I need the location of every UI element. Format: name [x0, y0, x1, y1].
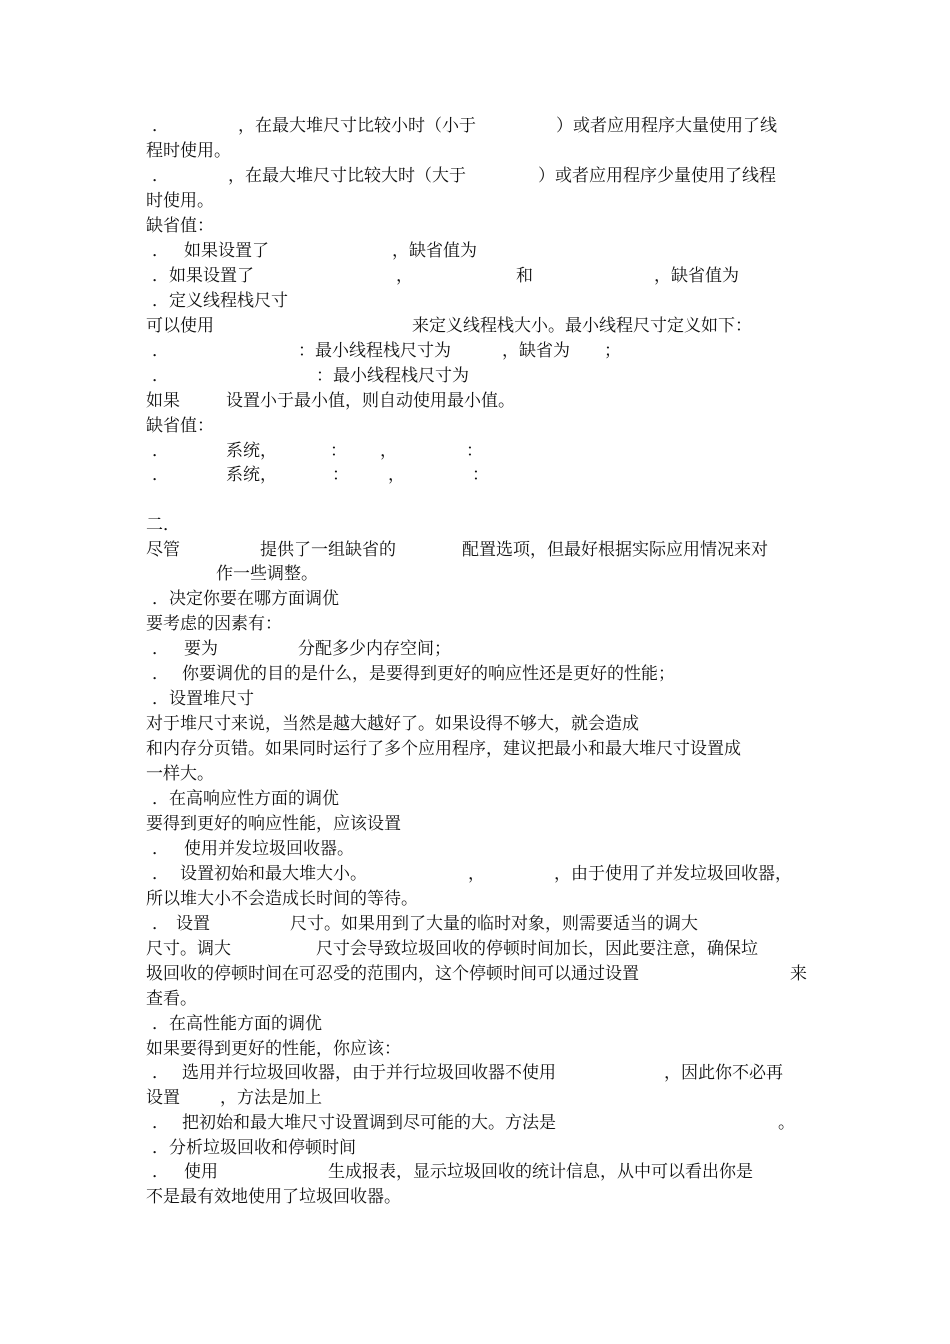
text-segment: 来 — [790, 964, 807, 984]
text-line — [146, 612, 816, 636]
text-segment: 二． — [146, 515, 180, 535]
text-segment: ， — [388, 465, 405, 485]
text-line — [146, 687, 816, 711]
text-line — [146, 389, 816, 413]
text-line — [146, 538, 816, 562]
text-segment: ）或者应用程序大量使用了线 — [556, 116, 777, 136]
text-segment: ： — [330, 441, 347, 461]
text-segment: ．决定你要在哪方面调优 — [152, 589, 339, 609]
text-segment: ． — [152, 465, 169, 485]
text-line — [146, 139, 816, 163]
text-segment: 系统， — [226, 441, 277, 461]
text-segment: ，在最大堆尺寸比较大时（大于 — [228, 166, 466, 186]
text-segment: ． — [152, 914, 169, 934]
text-segment: ． — [152, 839, 169, 859]
text-line — [146, 637, 816, 661]
text-segment: 生成报表，显示垃圾回收的统计信息，从中可以看出你是 — [328, 1162, 753, 1182]
text-line — [146, 1136, 816, 1160]
text-segment: 配置选项，但最好根据实际应用情况来对 — [462, 540, 768, 560]
text-segment: ， — [468, 864, 485, 884]
text-segment: ，缺省值为 — [654, 266, 739, 286]
text-segment: ． — [152, 1063, 169, 1083]
text-line — [146, 587, 816, 611]
text-segment: 缺省值： — [146, 216, 214, 236]
text-segment: ：最小线程栈尺寸为 — [316, 366, 469, 386]
text-segment: ． — [152, 864, 169, 884]
text-segment: ．定义线程栈尺寸 — [152, 291, 288, 311]
text-segment: ： — [332, 465, 349, 485]
text-segment: ．在高响应性方面的调优 — [152, 789, 339, 809]
text-line — [146, 239, 816, 263]
text-segment: ，由于使用了并发垃圾回收器， — [554, 864, 792, 884]
text-segment: ． — [152, 664, 169, 684]
section-heading — [146, 513, 816, 537]
text-line — [146, 1185, 816, 1209]
text-line — [146, 339, 816, 363]
text-segment: 尺寸会导致垃圾回收的停顿时间加长，因此要注意，确保垃 — [316, 939, 758, 959]
text-segment: ，在最大堆尺寸比较小时（小于 — [238, 116, 476, 136]
text-segment: ． — [152, 639, 169, 659]
text-segment: 设置初始和最大堆大小。 — [180, 864, 367, 884]
text-line — [146, 562, 816, 586]
text-segment: 选用并行垃圾回收器，由于并行垃圾回收器不使用 — [182, 1063, 556, 1083]
text-segment: 使用 — [184, 1162, 218, 1182]
text-line — [146, 662, 816, 686]
text-segment: 系统， — [226, 465, 277, 485]
text-segment: 设置 — [176, 914, 210, 934]
text-segment: 要考虑的因素有： — [146, 614, 282, 634]
text-segment: ，因此你不必再 — [664, 1063, 783, 1083]
text-segment: ； — [604, 341, 621, 361]
text-segment: ）或者应用程序少量使用了线程 — [538, 166, 776, 186]
text-segment: ． — [152, 341, 169, 361]
text-segment: ： — [466, 441, 483, 461]
text-line — [146, 1012, 816, 1036]
text-line — [146, 164, 816, 188]
text-segment: ．在高性能方面的调优 — [152, 1014, 322, 1034]
text-segment: 要为 — [184, 639, 218, 659]
text-segment: 缺省值： — [146, 416, 214, 436]
text-segment: 你要调优的目的是什么，是要得到更好的响应性还是更好的性能； — [182, 664, 675, 684]
text-segment: ．设置堆尺寸 — [152, 689, 254, 709]
text-segment: 作一些调整。 — [216, 564, 318, 584]
text-line — [146, 887, 816, 911]
text-segment: 设置小于最小值，则自动使用最小值。 — [226, 391, 515, 411]
text-line — [146, 1111, 816, 1135]
text-segment: 尺寸。调大 — [146, 939, 231, 959]
text-segment: 和 — [516, 266, 533, 286]
text-segment: 要得到更好的响应性能，应该设置 — [146, 814, 401, 834]
text-line — [146, 439, 816, 463]
text-line — [146, 812, 816, 836]
text-segment: ．分析垃圾回收和停顿时间 — [152, 1138, 356, 1158]
text-segment: ． — [152, 241, 169, 261]
text-line — [146, 114, 816, 138]
text-line — [146, 962, 816, 986]
text-segment: 可以使用 — [146, 316, 214, 336]
text-segment: 分配多少内存空间； — [298, 639, 451, 659]
text-segment: ，方法是加上 — [220, 1088, 322, 1108]
text-line — [146, 364, 816, 388]
text-line — [146, 987, 816, 1011]
text-segment: ． — [152, 1113, 169, 1133]
text-segment: 不是最有效地使用了垃圾回收器。 — [146, 1187, 401, 1207]
text-segment: 设置 — [146, 1088, 180, 1108]
text-line — [146, 1061, 816, 1085]
text-line — [146, 1160, 816, 1184]
text-segment: 尺寸。如果用到了大量的临时对象，则需要适当的调大 — [290, 914, 698, 934]
text-segment: 来定义线程栈大小。最小线程尺寸定义如下： — [412, 316, 752, 336]
text-line — [146, 1037, 816, 1061]
text-segment: 圾回收的停顿时间在可忍受的范围内，这个停顿时间可以通过设置 — [146, 964, 639, 984]
text-segment: ． — [152, 366, 169, 386]
text-segment: 一样大。 — [146, 764, 214, 784]
text-segment: ： — [472, 465, 489, 485]
text-segment: ． — [152, 441, 169, 461]
text-segment: 把初始和最大堆尺寸设置调到尽可能的大。方法是 — [182, 1113, 556, 1133]
text-line — [146, 214, 816, 238]
text-line — [146, 787, 816, 811]
text-segment: 使用并发垃圾回收器。 — [184, 839, 354, 859]
text-segment: 如果要得到更好的性能，你应该： — [146, 1039, 401, 1059]
text-line — [146, 189, 816, 213]
text-segment: ． — [152, 166, 169, 186]
text-segment: ，缺省为 — [502, 341, 570, 361]
text-line — [146, 264, 816, 288]
text-segment: 时使用。 — [146, 191, 214, 211]
text-segment: ，缺省值为 — [392, 241, 477, 261]
text-line — [146, 712, 816, 736]
text-line — [146, 314, 816, 338]
text-segment: 如果设置了 — [184, 241, 269, 261]
text-line — [146, 837, 816, 861]
text-segment: ， — [380, 441, 397, 461]
text-segment: 对于堆尺寸来说，当然是越大越好了。如果设得不够大，就会造成 — [146, 714, 639, 734]
text-line — [146, 289, 816, 313]
text-line — [146, 762, 816, 786]
text-segment: ． — [152, 116, 169, 136]
text-segment: 如果 — [146, 391, 180, 411]
text-line — [146, 1086, 816, 1110]
text-line — [146, 414, 816, 438]
text-line — [146, 937, 816, 961]
text-line — [146, 737, 816, 761]
text-segment: ：最小线程栈尺寸为 — [298, 341, 451, 361]
text-segment: 查看。 — [146, 989, 197, 1009]
text-line — [146, 912, 816, 936]
text-segment: 。 — [778, 1113, 795, 1133]
text-segment: 尽管 — [146, 540, 180, 560]
text-line — [146, 463, 816, 487]
text-segment: 所以堆大小不会造成长时间的等待。 — [146, 889, 418, 909]
text-segment: ．如果设置了 — [152, 266, 254, 286]
text-segment: ． — [152, 1162, 169, 1182]
text-segment: ， — [396, 266, 413, 286]
text-line — [146, 862, 816, 886]
text-segment: 和内存分页错。如果同时运行了多个应用程序，建议把最小和最大堆尺寸设置成 — [146, 739, 741, 759]
text-segment: 提供了一组缺省的 — [260, 540, 396, 560]
text-segment: 程时使用。 — [146, 141, 231, 161]
